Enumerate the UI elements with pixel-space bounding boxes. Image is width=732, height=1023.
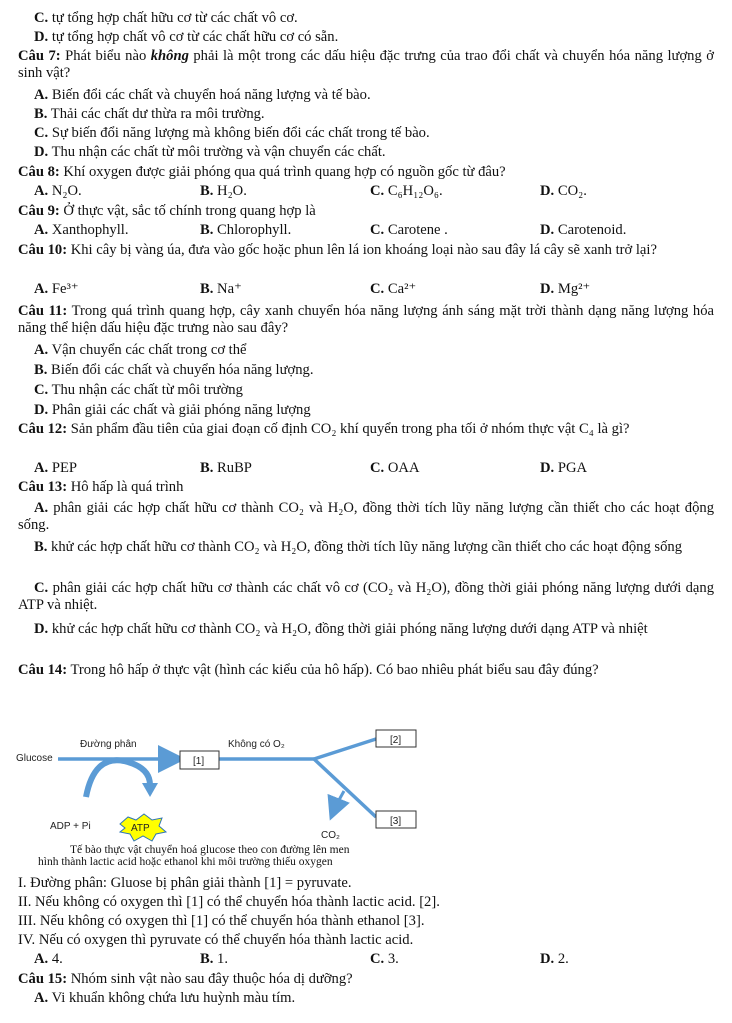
q13-option-a: A. phân giải các hợp chất hữu cơ thành CO₂ và H₂O, đồng thời tích lũy năng lượng cần thiết cho các hoạt động sống. (18, 500, 714, 533)
diagram-caption-1: Tế bào thực vật chuyển hoá glucose theo con đường lên men (70, 844, 350, 856)
question-12: Câu 12: Sản phẩm đầu tiên của giai đoạn cố định CO₂ khí quyển trong pha tối ở nhóm thực vật C₄ là gì? (18, 421, 630, 437)
q11-option-d: D. Phân giải các chất và giải phóng năng lượng (34, 402, 311, 418)
question-8: Câu 8: Khí oxygen được giải phóng qua quá trình quang hợp có nguồn gốc từ đâu? (18, 164, 506, 180)
q7-option-c: C. Sự biến đổi năng lượng mà không biến đổi các chất trong tế bào. (34, 125, 430, 141)
q11-option-a: A. Vận chuyển các chất trong cơ thể (34, 342, 247, 358)
question-11: Câu 11: Trong quá trình quang hợp, cây xanh chuyển hóa năng lượng ánh sáng mặt trời thành dạng năng lượng hóa năng thể hiện dấu hiệu đặc trưng nào sau đây? (18, 303, 715, 336)
question-13: Câu 13: Hô hấp là quá trình (18, 479, 184, 495)
exam-page: C. tự tổng hợp chất hữu cơ từ các chất vô cơ. D. tự tổng hợp chất vô cơ từ các chất hữu cơ có sẵn. Câu 7: Phát biểu nào không phải là một trong các dấu hiệu đặc trưng của trao đổi chất và chuyển hóa năng lượng ở sinh vật? A. Biến đổi các chất và chuyển hoá năng lượng và tế bào. B. Thải các chất dư thừa ra môi trường. C. Sự biến đổi năng lượng mà không biến đổi các chất trong tế bào. D. Thu nhận các chất từ môi trường và vận chuyển các chất. Câu 8: Khí oxygen được giải phóng qua quá trình quang hợp có nguồn gốc từ đâu? A. N₂O. B. H₂O. C. C₆H₁₂O₆. D. CO₂. Câu 9: Ở thực vật, sắc tố chính trong quang hợp là A. Xanthophyll. B. Chlorophyll. C. Carotene . D. Carotenoid. Câu 10: Khi cây bị vàng úa, đưa vào gốc hoặc phun lên lá ion khoáng loại nào sau đây lá cây sẽ xanh trở lại? A. Fe³⁺ B. Na⁺ C. Ca²⁺ D. Mg²⁺ Câu 11: Trong quá trình quang hợp, cây xanh chuyển hóa năng lượng ánh sáng mặt trời thành dạng năng lượng hóa năng thể hiện dấu hiệu đặc trưng nào sau đây? A. Vận chuyển các chất trong cơ thể B. Biến đổi các chất và chuyển hóa năng lượng. C. Thu nhận các chất từ môi trường D. Phân giải các chất và giải phóng năng lượng Câu 12: Sản phẩm đầu tiên của giai đoạn cố định CO₂ khí quyển trong pha tối ở nhóm thực vật C₄ là gì? A. PEP B. RuBP C. OAA D. PGA Câu 13: Hô hấp là quá trình A. phân giải các hợp chất hữu cơ thành CO₂ và H₂O, đồng thời tích lũy năng lượng cần thiết cho các hoạt động sống. B. khử các hợp chất hữu cơ thành CO₂ và H₂O, đồng thời tích lũy năng lượng cần thiết cho các hoạt động sống C. phân giải các hợp chất hữu cơ thành các chất vô cơ (CO₂ và H₂O), đồng thời giải phóng năng lượng dưới dạng ATP và nhiệt. D. khử các hợp chất hữu cơ thành CO₂ và H₂O, đồng thời giải phóng năng lượng dưới dạng ATP và nhiệt Câu 14: Trong hô hấp ở thực vật (hình các kiểu của hô hấp). Có bao nhiêu phát biểu sau đây đúng? Glucose Đường phân [1] Không có O₂ [2] [3] ADP + Pi ATP CO₂ Tế bào thực vật chuyển hoá glucose theo con đường lên men hình thành lactic acid hoặc ethanol khi môi trường thiếu oxygen I. Đường phân: Gluose bị phân giải thành [1] = pyruvate. II. Nếu không có oxygen thì [1] có thể chuyển hóa thành lactic acid. [2]. III. Nếu không có oxygen thì [1] có thể chuyển hóa thành ethanol [3]. IV. Nếu có oxygen thì pyruvate có thể chuyển hóa thành lactic acid. A. 4. B. 1. C. 3. D. 2. Câu 15: Nhóm sinh vật nào sau đây thuộc hóa dị dưỡng? A. Vi khuẩn không chứa lưu huỳnh màu tím. (16, 10, 715, 1006)
glycolysis-label: Đường phân (80, 739, 137, 750)
co2-arrow (332, 791, 344, 815)
q11-option-b: B. Biến đổi các chất và chuyển hóa năng lượng. (34, 362, 314, 378)
branch-lower (314, 759, 376, 817)
option-d: D. tự tổng hợp chất vô cơ từ các chất hữu cơ có sẵn. (34, 29, 339, 45)
box-3-label: [3] (390, 816, 402, 827)
q13-option-c: C. phân giải các hợp chất hữu cơ thành các chất vô cơ (CO₂ và H₂O), đồng thời giải phóng năng lượng dưới dạng ATP và nhiệt. (18, 580, 714, 613)
q7-option-a: A. Biến đổi các chất và chuyển hoá năng lượng và tế bào. (34, 87, 371, 103)
q13-option-d: D. khử các hợp chất hữu cơ thành CO₂ và H₂O, đồng thời giải phóng năng lượng dưới dạng ATP và nhiệt (34, 621, 648, 637)
q14-statement-1: I. Đường phân: Gluose bị phân giải thành [1] = pyruvate. (18, 875, 352, 891)
q14-statement-3: III. Nếu không có oxygen thì [1] có thể chuyển hóa thành ethanol [3]. (18, 913, 425, 929)
q11-option-c: C. Thu nhận các chất từ môi trường (34, 382, 243, 398)
box-2-label: [2] (390, 735, 402, 746)
q7-option-d: D. Thu nhận các chất từ môi trường và vận chuyển các chất. (34, 144, 386, 160)
question-7: Câu 7: Phát biểu nào không phải là một trong các dấu hiệu đặc trưng của trao đổi chất và chuyển hóa năng lượng ở sinh vật? (18, 48, 714, 81)
atp-cycle-arrow (86, 760, 150, 797)
q7-option-b: B. Thải các chất dư thừa ra môi trường. (34, 106, 265, 122)
q13-option-b: B. khử các hợp chất hữu cơ thành CO₂ và H₂O, đồng thời tích lũy năng lượng cần thiết cho các hoạt động sống (34, 539, 682, 555)
question-10: Câu 10: Khi cây bị vàng úa, đưa vào gốc hoặc phun lên lá ion khoáng loại nào sau đây lá cây sẽ xanh trở lại? (18, 242, 657, 258)
q14-statement-2: II. Nếu không có oxygen thì [1] có thể chuyển hóa thành lactic acid. [2]. (18, 894, 440, 910)
diagram-caption-2: hình thành lactic acid hoặc ethanol khi môi trường thiếu oxygen (38, 856, 333, 868)
adp-label: ADP + Pi (50, 821, 91, 832)
q15-option-a: A. Vi khuẩn không chứa lưu huỳnh màu tím. (34, 990, 296, 1006)
glucose-label: Glucose (16, 753, 53, 764)
atp-label: ATP (131, 823, 150, 834)
option-c: C. tự tổng hợp chất hữu cơ từ các chất vô cơ. (34, 10, 298, 26)
question-15: Câu 15: Nhóm sinh vật nào sau đây thuộc hóa dị dưỡng? (18, 971, 353, 987)
box-1-label: [1] (193, 756, 205, 767)
question-9: Câu 9: Ở thực vật, sắc tố chính trong quang hợp là (18, 203, 316, 219)
branch-upper (314, 739, 376, 759)
co2-label: CO₂ (321, 830, 340, 841)
question-14: Câu 14: Trong hô hấp ở thực vật (hình các kiểu của hô hấp). Có bao nhiêu phát biểu sau đây đúng? (18, 662, 599, 678)
q14-statement-4: IV. Nếu có oxygen thì pyruvate có thể chuyển hóa thành lactic acid. (18, 932, 414, 948)
no-oxygen-label: Không có O₂ (228, 739, 285, 750)
